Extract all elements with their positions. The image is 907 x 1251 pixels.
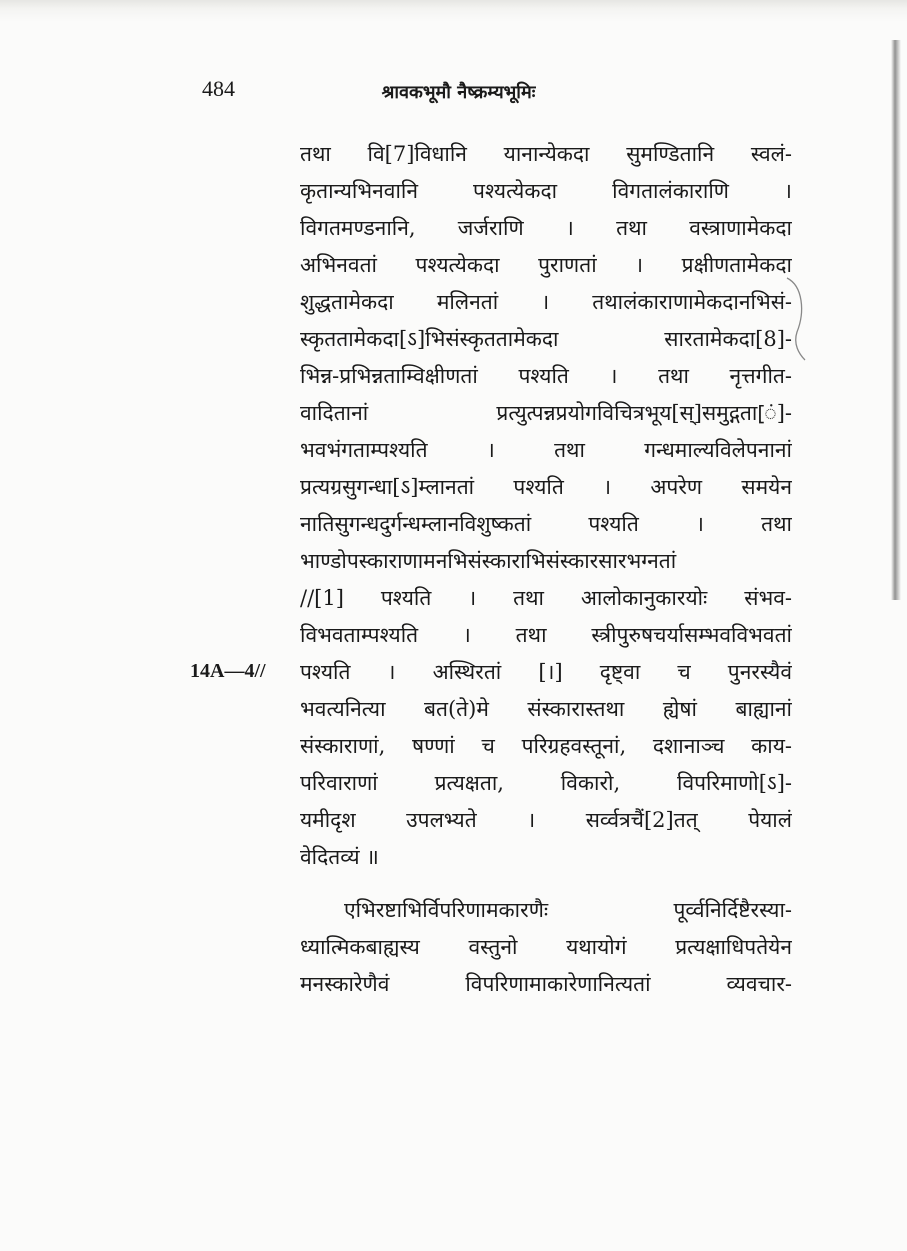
text-line: पश्यति । अस्थिरतां [।] दृष्ट्वा च पुनरस्यैवं: [300, 660, 792, 684]
text-line: विगतमण्डनानि, जर्जराणि । तथा वस्त्राणामेकदा: [300, 216, 792, 240]
text-line: कृतान्यभिनवानि पश्यत्येकदा विगतालंकाराणि ।: [300, 179, 792, 203]
page-number: 484: [202, 76, 235, 101]
text-line: संस्काराणां, षण्णां च परिग्रहवस्तूनां, दशानाञ्च काय-: [300, 734, 792, 758]
text-line: भिन्न-प्रभिन्नताम्विक्षीणतां पश्यति । तथा नृत्तगीत-: [300, 364, 792, 388]
text-line: तथा वि[7]विधानि यानान्येकदा सुमण्डितानि स्वलं-: [300, 142, 792, 166]
text-line: प्रत्यग्रसुगन्धा[ऽ]म्लानतां पश्यति । अपरेण समयेन: [300, 475, 792, 499]
text-line: भाण्डोपस्काराणामनभिसंस्काराभिसंस्कारसारभग्नतां: [300, 549, 677, 573]
running-title: श्रावकभूमौ नैष्क्रम्यभूमिः: [381, 82, 536, 103]
text-line: ध्यात्मिकबाह्यस्य वस्तुनो यथायोगं प्रत्यक्षाधिपतेयेन: [300, 935, 792, 959]
text-line: विभवताम्पश्यति । तथा स्त्रीपुरुषचर्यासम्भवविभवतां: [300, 623, 792, 647]
text-line: वादितानां प्रत्युत्पन्नप्रयोगविचित्रभूय[स्]समुद्गता[ं]-: [300, 401, 792, 425]
text-line: नातिसुगन्धदुर्गन्धम्लानविशुष्कतां पश्यति । तथा: [300, 512, 792, 536]
text-line: भवत्यनित्या बत(ते)मे संस्कारास्तथा ह्येषां बाह्यानां: [300, 697, 792, 721]
paragraph-1: [300, 136, 792, 876]
text-line: //[1] पश्यति । तथा आलोकानुकारयोः संभव-: [300, 586, 792, 610]
text-line: परिवाराणां प्रत्यक्षता, विकारो, विपरिमाणो[ऽ]-: [300, 771, 792, 795]
body-text: [300, 136, 792, 1003]
scan-shadow-right: [891, 40, 901, 600]
text-line: स्कृततामेकदा[ऽ]भिसंस्कृततामेकदा सारतामेकदा[8]-: [300, 327, 792, 351]
text-line: यमीदृश उपलभ्यते । सर्व्वत्रचैं[2]तत् पेयालं: [300, 808, 792, 832]
text-line: भवभंगताम्पश्यति । तथा गन्धमाल्यविलेपनानां: [300, 438, 792, 462]
margin-folio-reference: 14A—4//: [190, 660, 266, 682]
text-line: वेदितव्यं ॥: [300, 845, 379, 869]
scan-shadow-top: [0, 0, 907, 22]
text-line: शुद्धतामेकदा मलिनतां । तथालंकाराणामेकदानभिसं-: [300, 290, 792, 314]
text-line: अभिनवतां पश्यत्येकदा पुराणतां । प्रक्षीणतामेकदा: [300, 253, 792, 277]
paragraph-gap: [300, 876, 792, 892]
text-line: मनस्कारेणैवं विपरिणामाकारेणानित्यतां व्यवचार-: [300, 972, 792, 996]
text-line: एभिरष्टाभिर्विपरिणामकारणैः पूर्व्वनिर्दिष्टैरस्या-: [344, 898, 792, 922]
paragraph-2: [300, 892, 792, 1003]
